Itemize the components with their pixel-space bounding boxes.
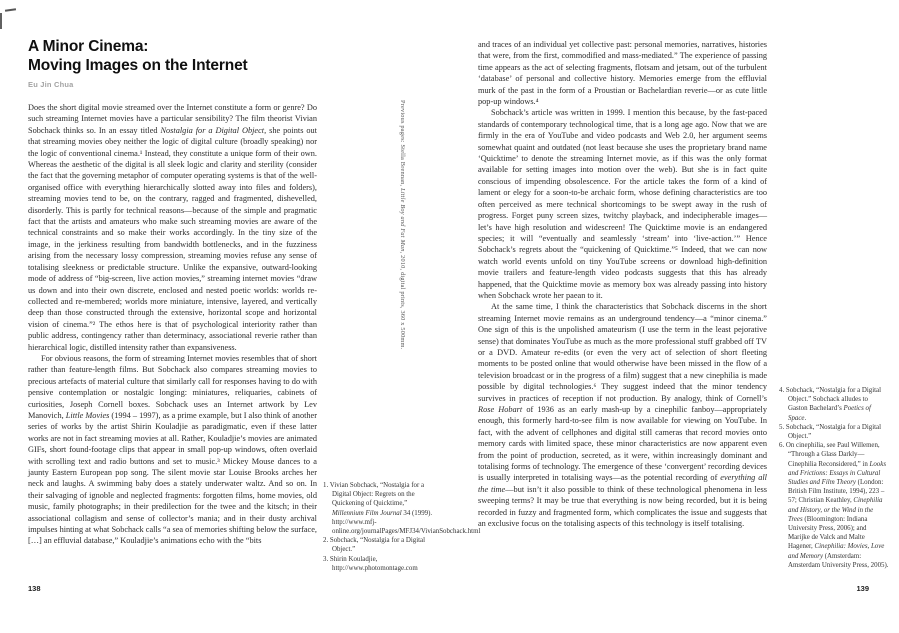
footnote-text: Vivian Sobchack, “Nostalgia for a Digital Object: Regrets on the Quickening of Quicktime,” Millennium Film Journal 34 (1999). http://www.mfj-online.org/journalPages/MFJ34/VivianSobchack.html xyxy=(329,482,481,536)
scan-artifact-mark xyxy=(5,8,16,12)
footnote-number: 2. xyxy=(323,537,329,545)
footnote-number: 6. xyxy=(779,442,785,450)
footnote xyxy=(779,441,889,570)
footnote-number: 1. xyxy=(323,482,329,489)
right-page-body-column xyxy=(478,39,767,529)
footnote xyxy=(323,481,481,536)
left-page-body-column xyxy=(28,102,317,547)
article-title-line1: A Minor Cinema: xyxy=(28,38,149,55)
footnotes-right-block xyxy=(779,386,889,570)
footnote-text: Shirin Kouladjie, http://www.photomontage.com xyxy=(329,555,418,572)
footnote-number: 4. xyxy=(779,387,785,394)
image-caption-vertical: Previous pages: Stella Brennan, Little Boy and Fat Man, 2010, digital prints, 360 x 500mm. xyxy=(399,100,406,350)
footnote xyxy=(323,536,440,554)
footnote-text: Sobchack, “Nostalgia for a Digital Object.” xyxy=(329,537,426,554)
body-paragraph: and traces of an individual yet collective past: personal memories, narratives, histories that were, from the first, commodified and mass-mediated.” The experience of passing time appears as the act of selecting fragments, flotsam and jetsam, out of the turbulent ‘database’ of personal and collective history. Memories emerge from the effluvial murk of the past in the form of a Proustian or Bachelardian reverie—or as cute little pop-up windows.⁴ xyxy=(478,40,767,107)
page-number-right: 139 xyxy=(856,584,869,593)
author-byline: Eu Jin Chua xyxy=(28,80,74,89)
article-title-line2: Moving Images on the Internet xyxy=(28,57,248,74)
footnotes-left-block xyxy=(323,481,481,573)
footnote xyxy=(779,386,889,423)
body-paragraph: At the same time, I think the characteristics that Sobchack discerns in the short streaming Internet movie remains as an underground tendency—a “minor cinema.” One sign of this is the unpolished amateurism (I use the term in the least pejorative sense) that dominates YouTube as much as the more professional stuff grabbed off TV or a DVD. Amateur re-edits (or even the very act of selection of short fleeting moments to be posted online that would otherwise have been missed in the flow of a television broadcast or in the progress of a film) suggest that a new cinephilia is made possible by digital technologies.⁶ They suggest indeed that the minor tendency survives in practices of reception if not production. By analogy, think of Cornell’s Rose Hobart of 1936 as an early mash-up by a cinephilic fanboy—appropriately enough, this formerly hard-to-see film is now available for viewing on YouTube. In fact, with the advent of cellphones and digital still cameras that record movies onto memory cards with limited space, these minor characteristics are now apparent even from the point of production, secreted, as it were, within increasingly dominant and totalising forms of technology. The emergence of these ‘convergent’ recording devices is usually interpreted in totalising ways—as the potential recording of everything all the time—but isn’t it also possible to think of these technological phenomena in less sweeping terms? It may be true that everything is now being recorded, but it is being recorded in fuzzy and fragmented form, which complicates the issue and suggests that an exclusive focus on the totalising aspects of this technology is itself totalising. xyxy=(478,302,767,529)
footnote-number: 5. xyxy=(779,423,785,431)
body-paragraph: For obvious reasons, the form of streaming Internet movies resembles that of short rather than feature-length films. But Sobchack also compares streaming movies to precious artefacts of material culture that similarly call for responses having to do with pensive contemplation or nostalgic longing: miniatures, reliquaries, cabinets of curiosities, Joseph Cornell boxes. Sobchack uses an Internet artwork by Lev Manovich, Little Movies (1994 – 1997), as a prime example, but I also think of another series of works by the artist Shirin Kouladjie as paradigmatic, even if these latter works are not in fact streaming movies at all. Rather, Kouladjie’s movies are animated GIFs, short found-footage clips that appear in small pop-up windows, often overlaid with scrolling text and radio buttons and set to music.³ Mickey Mouse dances to a jaunty Eastern European pop song. The silent movie star Louise Brooks arches her neck and laughs. A swimming baby does a stately underwater waltz. And so on. In their salvaging of ignoble and neglected fragments: forgotten films, home movies, old music, family photographs; in their predilection for the twee and the kitsch; in their associational collagism and sense of collector’s mania; and in their dusty archival impulses hinting at what Sobchack calls “a sea of memories shifting below the surface, […] an effluvial database,” Kouladjie’s animations echo with the “bits xyxy=(28,353,317,546)
page-number-left: 138 xyxy=(28,584,41,593)
article-title xyxy=(28,37,328,75)
body-paragraph: Sobchack’s article was written in 1999. I mention this because, by the fast-paced standards of contemporary technological time, that is a long age ago. Now that we are firmly in the era of YouTube and video podcasts and Web 2.0, her argument seems somewhat quaint and outdated (not least because she uses the proprietary brand name ‘Quicktime’ to denote the streaming Internet movie, as if this was the only format available for setting images into motion over the web). But she is in fact quite conscious of impending obsolescence. For the article takes the form of a kind of lament or elegy for a soon-to-be archaic form, whose defining characteristics are too often perceived as mere technical shortcomings to be swept away in the rush of progress. Forget puny screen sizes, twitchy playback, and indecipherable images—let’s have high resolution and widescreen! The Quicktime movie is an endangered species; it will “eventually and seamlessly ‘stream’ into ‘live-action.’” Hence Sobchack’s regrets about the “quickening of Quicktime.”⁵ Indeed, that we can now watch world events unfold on tiny YouTube screens or download high-definition movie trailers and feature-length video podcasts suggests that this has already happened, that the Quicktime movie as memory box was already passing into history when Sobchack wrote her paean to it. xyxy=(478,108,767,300)
footnote-number: 3. xyxy=(323,555,329,563)
footnote xyxy=(779,423,889,441)
footnote-text: On cinephilia, see Paul Willemen, “Through a Glass Darkly—Cinephilia Reconsidered,” in Looks and Frictions: Essays in Cultural Studies and Film Theory (London: British Film Institute, 1994), 223 – 57; Christian Keathley, Cinephilia and History, or the Wind in the Trees (Bloomington: Indiana University Press, 2006); and Marijke de Valck and Malte Hagener, Cinephilia: Movies, Love and Memory (Amsterdam: Amsterdam University Press, 2005). xyxy=(785,442,889,569)
footnote xyxy=(323,555,440,573)
scan-artifact-mark xyxy=(0,13,2,29)
footnote-text: Sobchack, “Nostalgia for a Digital Object.” Sobchack alludes to Gaston Bachelard’s Poetics of Space. xyxy=(785,387,882,422)
body-paragraph: Does the short digital movie streamed over the Internet constitute a form or genre? Do such streaming Internet movies have a particular sensibility? The film theorist Vivian Sobchack thinks so. In an essay titled Nostalgia for a Digital Object, she points out that streaming movies obey neither the logic of digital culture (broadly speaking) nor the logic of conventional cinema.¹ Instead, they constitute a unique form of their own. Whereas the aesthetic of the digital is all sleek logic and clarity and sterility (consider the fact that the governing metaphor of computer operating systems is that of the well-organised office with everything hierarchically slotted away into files and folders), streaming movies tend to be, on the contrary, ragged and fragmented, dishevelled, disorderly. This is partly for technical reasons—because of the simple and pragmatic fact that the artists and amateurs who make such streaming movies are aware of the technical constraints and so make their works accordingly. In the tiny size of the image, in the jerkiness resulting from bandwidth bottlenecks, and in the fuzziness arising from the necessary lossy compression, streaming movies refuse any sense of totalising sleekness or predictable structure. Unlike the expansive, outward-looking mode of address of “big-screen, live action movies,” streaming internet movies “draw us down and into their own discrete, enclosed and nested poetic worlds: worlds re-collected and re-membered; worlds more miniature, intensive, layered, and vertically deep than those constructed through the extensive, horizontal scope and horizontal vision of cinema.”² The ethos here is that of psychological interiority rather than public address, contingency rather than determinacy, associational reverie rather than hierarchical logic, distilled intensity rather than expansiveness. xyxy=(28,103,317,352)
footnote-text: Sobchack, “Nostalgia for a Digital Object.” xyxy=(785,423,882,441)
